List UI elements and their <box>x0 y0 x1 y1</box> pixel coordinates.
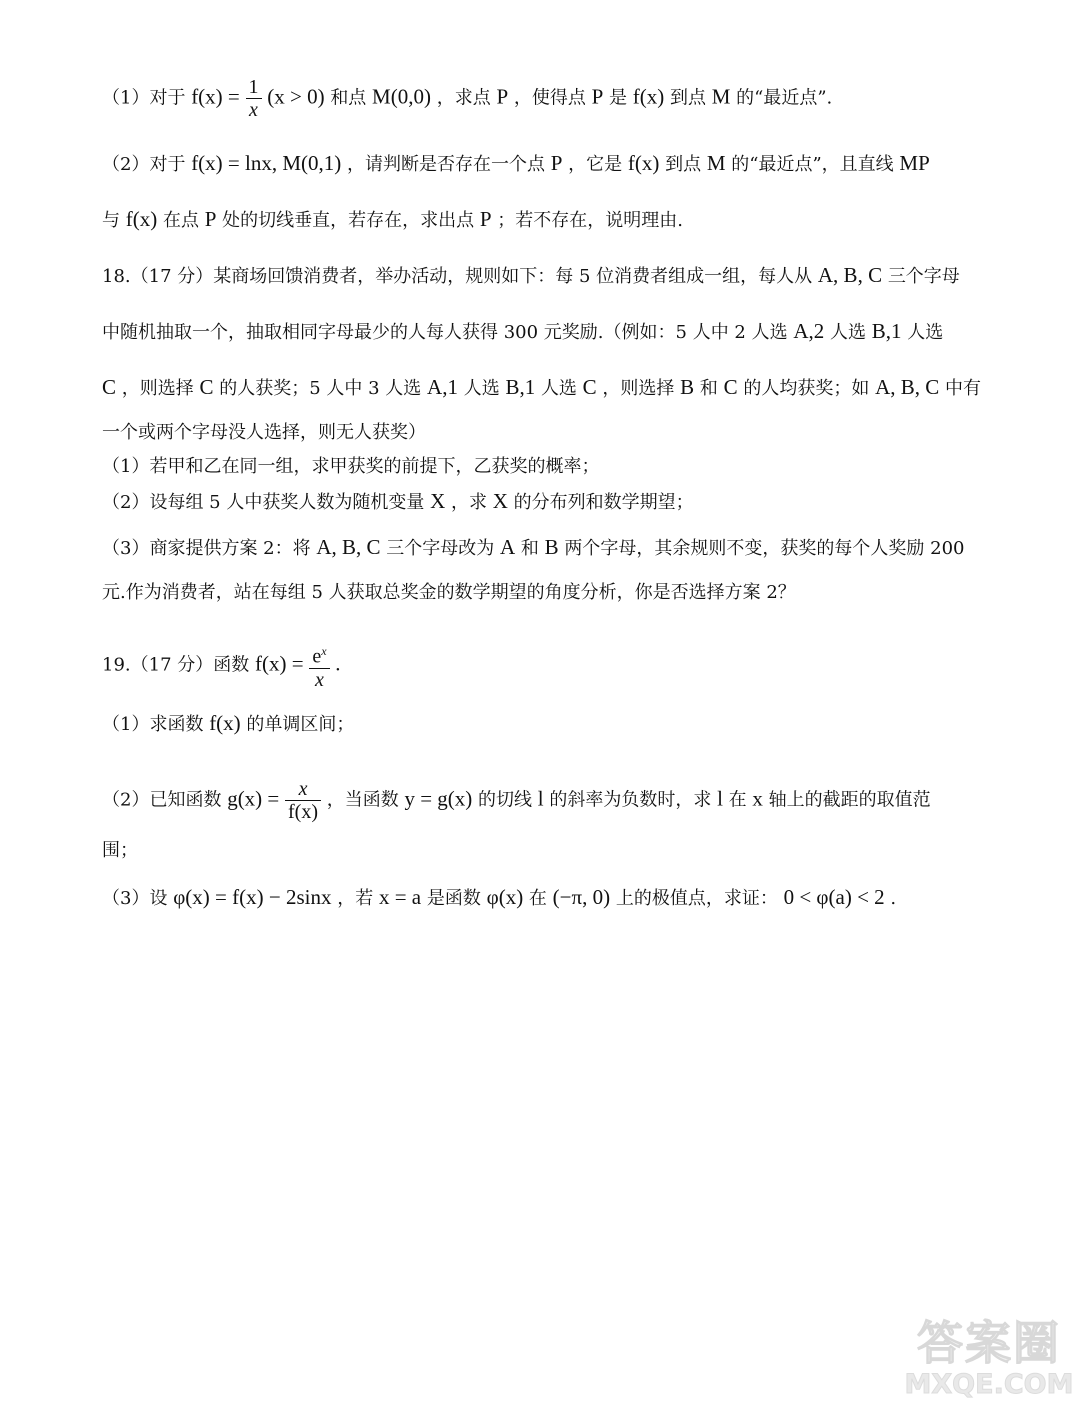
text: 轴上的截距的取值范 <box>768 789 931 811</box>
text: ，则选择 <box>602 378 675 399</box>
text: 在点 <box>162 210 199 231</box>
text: 的人获奖；5 人中 3 人选 <box>219 378 422 399</box>
text: ，当函数 <box>326 789 399 811</box>
text: ，请判断是否存在一个点 <box>347 154 545 175</box>
text: ，求 <box>451 492 487 513</box>
text: （3）商家提供方案 2：将 <box>102 538 311 559</box>
text: 人选 <box>463 378 500 399</box>
text: ，它是 <box>568 154 623 175</box>
q19-sub3 <box>102 884 980 912</box>
text: ；若不存在，说明理由. <box>497 210 683 231</box>
text: 上的极值点，求证： <box>615 888 778 909</box>
math-c: C <box>199 375 214 399</box>
math-a2: A,2 <box>793 319 825 343</box>
q18-sub3 <box>102 534 980 562</box>
q18-line3 <box>102 374 980 402</box>
fraction-denominator: x <box>314 668 324 691</box>
fraction-numerator: x <box>285 778 321 801</box>
text: 在 <box>528 888 547 909</box>
text: 的分布列和数学期望； <box>513 492 694 513</box>
text: 处的切线垂直，若存在，求出点 <box>222 210 475 231</box>
text: （2）设每组 5 人中获奖人数为随机变量 <box>102 492 425 513</box>
math-l: l <box>537 786 544 811</box>
q18-line2 <box>102 318 980 346</box>
math-m: M <box>711 84 731 109</box>
q18-line1 <box>102 262 980 290</box>
text: 到点 <box>669 87 706 109</box>
math-b: B <box>544 535 559 559</box>
math-b: B <box>680 375 695 399</box>
math-fx: f(x) <box>125 207 158 231</box>
q18-line4: 一个或两个字母没人选择，则无人获奖） <box>102 422 426 443</box>
math-c: C <box>102 375 117 399</box>
math-abc: A, B, C <box>875 375 940 399</box>
math-a: A <box>500 535 516 559</box>
text: 和 <box>520 538 539 559</box>
fraction <box>285 778 321 823</box>
math-c: C <box>582 375 597 399</box>
text: 三个字母改为 <box>386 538 495 559</box>
math-b1: B,1 <box>871 319 902 343</box>
math-l: l <box>717 786 723 811</box>
math-phix: φ(x) <box>486 885 524 909</box>
text: 是 <box>609 87 628 109</box>
math-gx: g(x) = <box>227 786 280 811</box>
fraction-numerator: 1 <box>246 76 262 99</box>
math-point-m: M(0,0) <box>372 84 431 109</box>
fraction <box>309 640 329 691</box>
math-interval: (−π, 0) <box>552 885 611 909</box>
text: ，使得点 <box>513 87 586 109</box>
text: ，若 <box>337 888 374 909</box>
math-inequality: 0 < φ(a) < 2 <box>783 885 885 909</box>
text: 的人均获奖；如 <box>743 378 870 399</box>
math-b1: B,1 <box>505 375 536 399</box>
exp-base: e <box>312 645 322 668</box>
math-p: P <box>204 207 217 231</box>
text: 的“最近点”，且直线 <box>731 154 894 175</box>
math-y: y = g(x) <box>404 786 473 811</box>
text: 的斜率为负数时，求 <box>549 789 712 811</box>
text: 到点 <box>665 154 702 175</box>
fraction-denominator: f(x) <box>288 801 318 823</box>
text: 三个字母 <box>887 266 960 287</box>
text: 人选 <box>829 322 866 343</box>
math-p: P <box>479 207 492 231</box>
math-c: C <box>723 375 738 399</box>
q18-sub1: （1）若甲和乙在同一组，求甲获奖的前提下，乙获奖的概率； <box>102 456 600 477</box>
math-p: P <box>496 84 509 109</box>
math-m: M <box>706 151 726 175</box>
fraction-numerator <box>309 640 329 669</box>
q19-sub1 <box>102 710 980 738</box>
text: 的单调区间； <box>246 714 355 735</box>
text: 中有 <box>945 378 982 399</box>
text: 和点 <box>330 87 367 109</box>
text: . <box>335 651 341 676</box>
text: 的切线 <box>478 789 533 811</box>
text: 在 <box>728 789 747 811</box>
text: 两个字母，其余规则不变，获奖的每个人奖励 200 <box>564 538 965 559</box>
math-fx: f(x) <box>627 151 660 175</box>
text: 人选 <box>907 322 944 343</box>
math-xa: x = a <box>378 885 422 909</box>
math-p: P <box>591 84 604 109</box>
q18-sub2 <box>102 488 980 516</box>
math-a1: A,1 <box>427 375 458 399</box>
q17-part2-cont <box>102 206 980 234</box>
math-cond: (x > 0) <box>267 84 325 109</box>
math-x: X <box>492 489 508 513</box>
text: （2）对于 <box>102 154 186 175</box>
math-fx: f(x) = <box>255 651 304 676</box>
text: （1）对于 <box>102 87 186 109</box>
math-abc: A, B, C <box>817 263 883 287</box>
math-abc: A, B, C <box>316 535 381 559</box>
q17-part1 <box>102 76 980 121</box>
text: ，求点 <box>436 87 491 109</box>
text: （1）求函数 <box>102 714 204 735</box>
text: ，则选择 <box>121 378 194 399</box>
text: 19.（17 分）函数 <box>102 654 250 676</box>
math-x: X <box>430 489 446 513</box>
text: 是函数 <box>426 888 481 909</box>
math-x: x <box>752 786 763 811</box>
math-fx: f(x) <box>209 711 241 735</box>
math-mp: MP <box>899 151 930 175</box>
q19-head <box>102 640 980 691</box>
text: 人选 <box>540 378 577 399</box>
q18-sub3-cont: 元.作为消费者，站在每组 5 人获取总奖金的数学期望的角度分析，你是否选择方案 2？ <box>102 582 796 603</box>
watermark-logo: 答案圈 <box>917 1316 1061 1370</box>
math-fx: f(x) = <box>191 84 240 109</box>
text: 与 <box>102 210 120 231</box>
q19-sub2-cont: 围； <box>102 840 138 861</box>
exp-power: x <box>321 644 327 658</box>
math-phi: φ(x) = f(x) − 2sinx <box>173 885 332 909</box>
watermark-site: MXQE.COM <box>904 1369 1074 1400</box>
math-expr: f(x) = lnx, M(0,1) <box>191 151 342 175</box>
q17-part2 <box>102 150 980 178</box>
math-fx: f(x) <box>632 84 665 109</box>
text: （2）已知函数 <box>102 789 222 811</box>
text: （3）设 <box>102 888 168 909</box>
text: . <box>890 888 897 909</box>
text: 中随机抽取一个，抽取相同字母最少的人每人获得 300 元奖励.（例如：5 人中 2 人选 <box>102 322 788 343</box>
q19-sub2 <box>102 778 980 823</box>
fraction-denominator: x <box>249 99 258 121</box>
watermark <box>900 1318 1078 1410</box>
text: 和 <box>699 378 718 399</box>
text: 18.（17 分）某商场回馈消费者，举办活动，规则如下：每 5 位消费者组成一组，每人从 <box>102 266 813 287</box>
text: 的“最近点”. <box>736 87 833 109</box>
math-p: P <box>550 151 563 175</box>
fraction <box>246 76 262 121</box>
